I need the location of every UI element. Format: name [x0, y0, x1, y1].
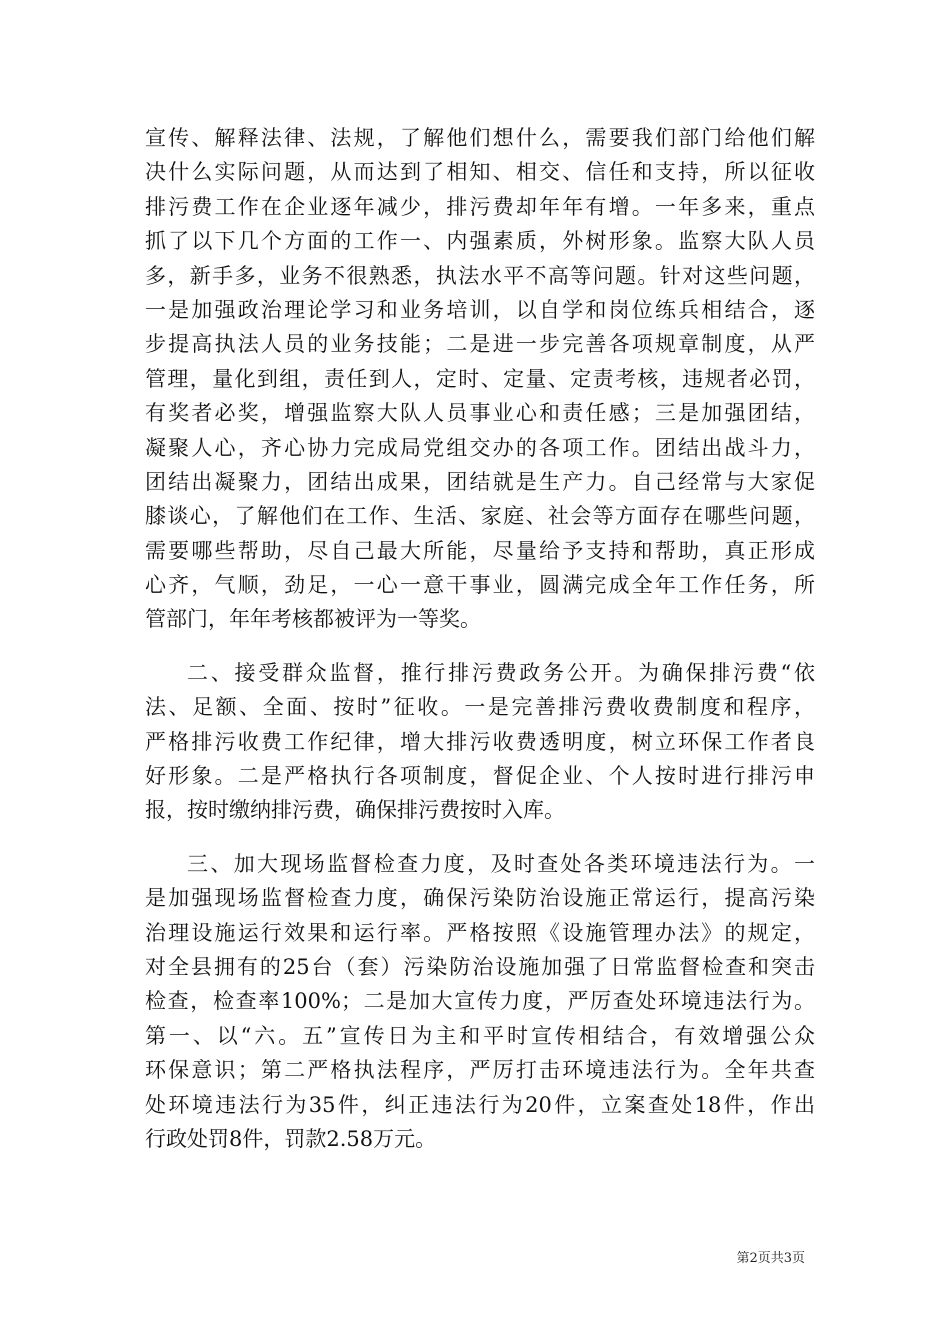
text-line: 严格排污收费工作纪律，增大排污收费透明度，树立环保工作者良 — [145, 729, 815, 754]
text-line: 二、接受群众监督，推行排污费政务公开。为确保排污费“依 — [187, 660, 815, 685]
text-line: 处环境违法行为35件，纠正违法行为20件，立案查处18件，作出 — [145, 1092, 815, 1117]
text-line: 一是加强政治理论学习和业务培训，以自学和岗位练兵相结合，逐 — [145, 297, 815, 322]
text-line: 环保意识；第二严格执法程序，严厉打击环境违法行为。全年共查 — [145, 1058, 815, 1083]
paragraph-1 — [145, 121, 815, 637]
text-line: 宣传、解释法律、法规，了解他们想什么，需要我们部门给他们解 — [145, 126, 815, 150]
text-line: 需要哪些帮助，尽自己最大所能，尽量给予支持和帮助，真正形成 — [145, 538, 815, 563]
text-line: 三、加大现场监督检查力度，及时查处各类环境违法行为。一 — [187, 851, 815, 876]
text-line: 排污费工作在企业逐年减少，排污费却年年有增。一年多来，重点 — [145, 194, 815, 219]
text-line: 抓了以下几个方面的工作一、内强素质，外树形象。监察大队人员 — [145, 229, 815, 254]
text-line: 治理设施运行效果和运行率。严格按照《设施管理办法》的规定， — [145, 920, 815, 945]
text-line: 凝聚人心，齐心协力完成局党组交办的各项工作。团结出战斗力， — [145, 435, 815, 460]
text-line: 是加强现场监督检查力度，确保污染防治设施正常运行，提高污染 — [145, 886, 815, 911]
document-body — [145, 121, 815, 1156]
text-line: 决什么实际问题，从而达到了相知、相交、信任和支持，所以征收 — [145, 160, 815, 185]
text-line: 多，新手多，业务不很熟悉，执法水平不高等问题。针对这些问题， — [145, 263, 815, 288]
paragraph-spacer — [145, 637, 815, 656]
text-line: 膝谈心，了解他们在工作、生活、家庭、社会等方面存在哪些问题， — [145, 504, 815, 529]
text-line: 法、足额、全面、按时”征收。一是完善排污费收费制度和程序， — [145, 695, 815, 720]
text-line: 管理，量化到组，责任到人，定时、定量、定责考核，违规者必罚， — [145, 366, 815, 391]
text-line: 有奖者必奖，增强监察大队人员事业心和责任感；三是加强团结， — [145, 401, 815, 426]
paragraph-3 — [145, 847, 815, 1157]
text-line: 对全县拥有的25台（套）污染防治设施加强了日常监督检查和突击 — [145, 954, 815, 979]
text-line: 检查，检查率100%；二是加大宣传力度，严厉查处环境违法行为。 — [145, 989, 815, 1014]
paragraph-2 — [145, 656, 815, 828]
text-line: 步提高执法人员的业务技能；二是进一步完善各项规章制度，从严 — [145, 332, 815, 357]
text-line: 报，按时缴纳排污费，确保排污费按时入库。 — [145, 798, 565, 823]
page-number: 第2页共3页 — [736, 1251, 805, 1266]
text-line: 团结出凝聚力，团结出成果，团结就是生产力。自己经常与大家促 — [145, 469, 815, 494]
text-line: 管部门，年年考核都被评为一等奖。 — [145, 607, 481, 632]
text-line: 第一、以“六。五”宣传日为主和平时宣传相结合，有效增强公众 — [145, 1023, 815, 1048]
paragraph-spacer — [145, 828, 815, 847]
text-line: 好形象。二是严格执行各项制度，督促企业、个人按时进行排污申 — [145, 764, 815, 789]
text-line: 行政处罚8件，罚款2.58万元。 — [145, 1126, 437, 1151]
text-line: 心齐，气顺，劲足，一心一意干事业，圆满完成全年工作任务，所 — [145, 573, 815, 598]
